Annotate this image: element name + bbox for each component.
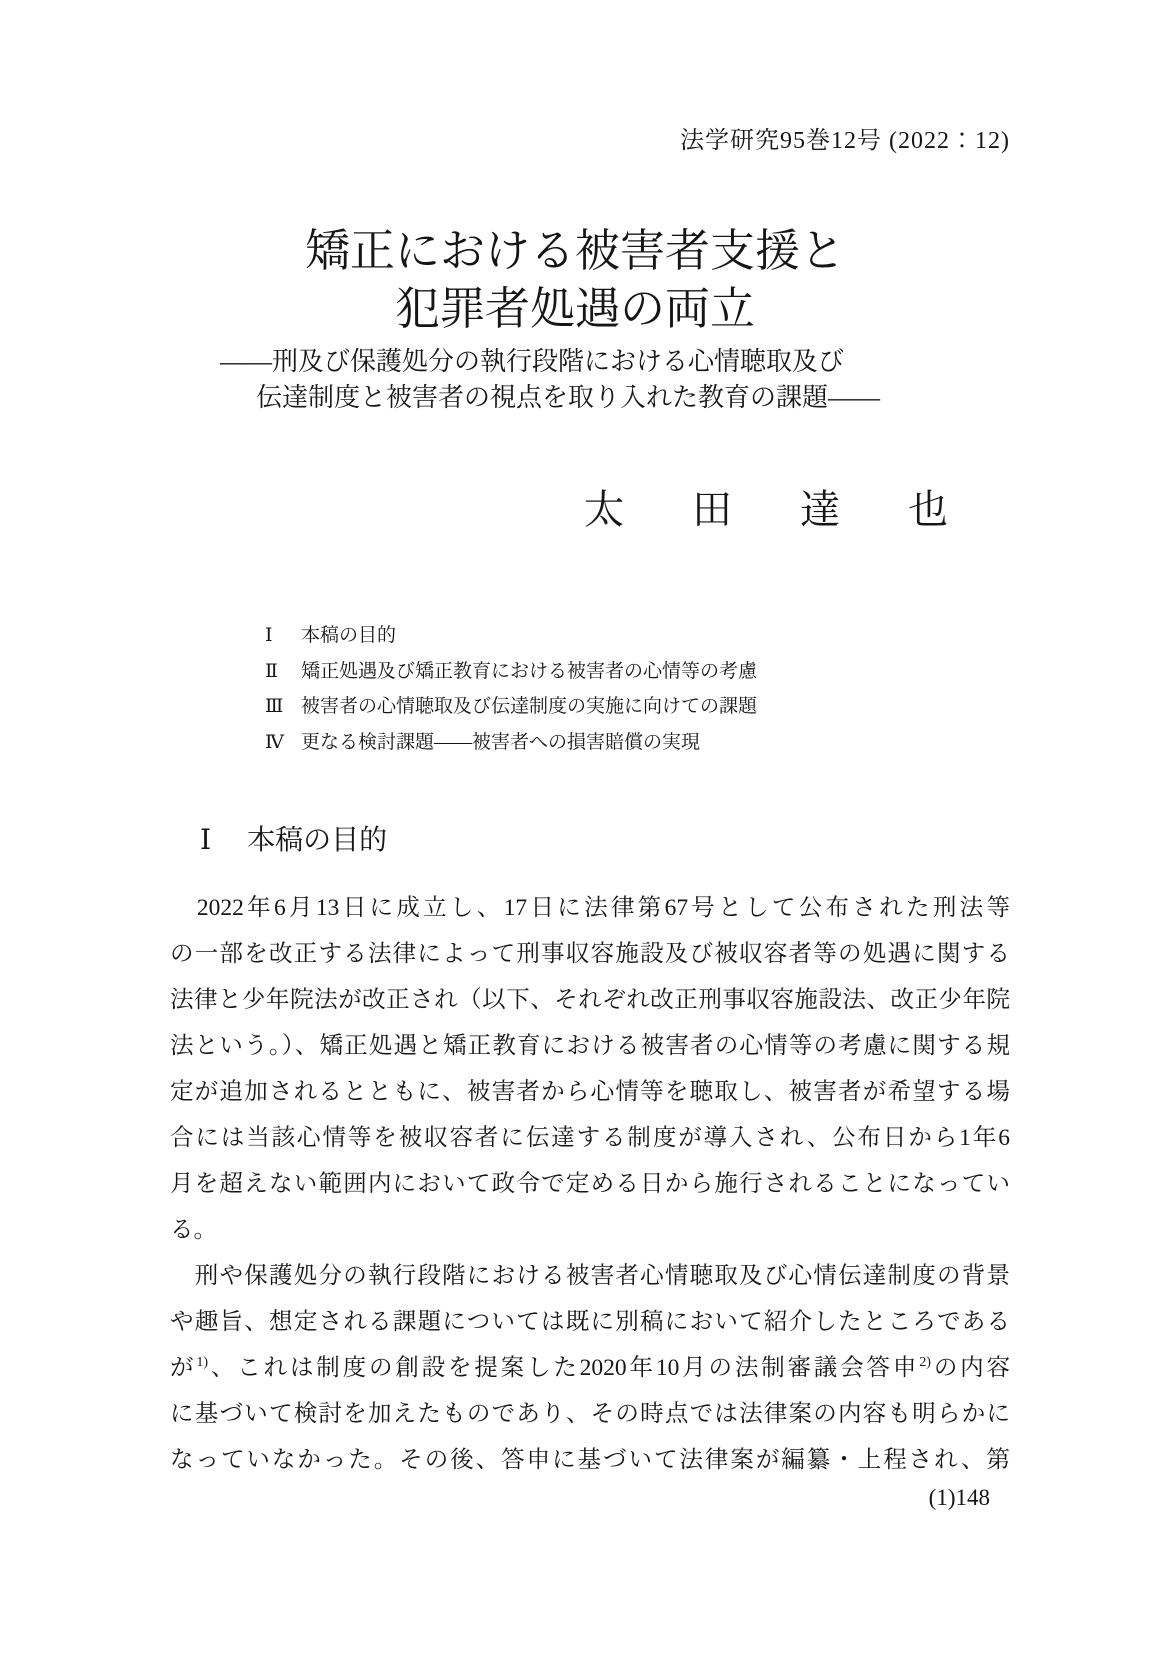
body-line: なっていなかった。その後、答申に基づいて法律案が編纂・上程され、第 [170, 1447, 1010, 1473]
body-line-segment: が [170, 1355, 197, 1381]
author-name: 太 田 達 也 [584, 487, 962, 532]
section-heading [170, 818, 1040, 858]
toc-item-3 [265, 689, 1010, 725]
toc-item-number: Ⅰ [265, 625, 273, 646]
toc-item-label: 本稿の目的 [301, 625, 397, 646]
article-title [170, 222, 1010, 338]
body-line: る。 [170, 1217, 217, 1243]
body-line: 合には当該心情等を被収容者に伝達する制度が導入され、公布日から1年6 [170, 1125, 1010, 1151]
body-line: 月を超えない範囲内において政令で定める日から施行されることになってい [170, 1171, 1010, 1197]
body-line-segment: の内容 [931, 1355, 1011, 1381]
toc-item-number: Ⅳ [265, 731, 284, 753]
body-line: 定が追加されるとともに、被害者から心情等を聴取し、被害者が希望する場 [170, 1079, 1010, 1105]
article-title-line2: 犯罪者処遇の両立 [394, 284, 755, 334]
body-line: 法律と少年院法が改正され（以下、それぞれ改正刑事収容施設法、改正少年院 [170, 987, 1010, 1013]
toc-item-1 [265, 618, 1010, 654]
article-subtitle [170, 344, 1010, 416]
body-line: 刑や保護処分の執行段階における被害者心情聴取及び心情伝達制度の背景 [170, 1263, 1010, 1289]
section-number: Ⅰ [200, 825, 212, 856]
body-line-segment: 、これは制度の創設を提案した2020年10月の法制審議会答申 [208, 1355, 920, 1381]
body-line: 2022年6月13日に成立し、17日に法律第67号として公布された刑法等 [170, 895, 1010, 921]
body-line: や趣旨、想定される課題については既に別稿において紹介したところである [170, 1309, 1010, 1335]
article-subtitle-line2: 伝達制度と被害者の視点を取り入れた教育の課題—— [256, 383, 881, 412]
body-line: 法という。）、矯正処遇と矯正教育における被害者の心情等の考慮に関する規 [170, 1033, 1010, 1059]
journal-header: 法学研究95巻12号 (2022：12) [680, 128, 1010, 154]
article-title-line1: 矯正における被害者支援と [304, 226, 845, 276]
body-line: の一部を改正する法律によって刑事収容施設及び被収容者等の処遇に関する [170, 941, 1010, 967]
body-line: に基づいて検討を加えたものであり、その時点では法律案の内容も明らかに [170, 1401, 1010, 1427]
page-number: (1)148 [928, 1485, 990, 1510]
toc-item-number: Ⅱ [265, 660, 278, 682]
toc-item-label: 被害者の心情聴取及び伝達制度の実施に向けての課題 [301, 696, 758, 717]
toc-item-2 [265, 654, 1010, 690]
body-text [170, 885, 1010, 1483]
toc-item-number: Ⅲ [265, 696, 284, 717]
article-subtitle-line1: ——刑及び保護処分の執行段階における心情聴取及び [220, 347, 845, 376]
toc-item-label: 矯正処遇及び矯正教育における被害者の心情等の考慮 [301, 660, 758, 682]
toc-item-label: 更なる検討課題——被害者への損害賠償の実現 [301, 731, 701, 753]
table-of-contents [170, 618, 1010, 760]
toc-item-4 [265, 725, 1010, 761]
footnote-ref-2: 2) [919, 1354, 931, 1371]
footnote-ref-1: 1) [196, 1354, 209, 1371]
section-title: 本稿の目的 [247, 825, 388, 856]
body-line-with-footnotes [170, 1345, 1010, 1391]
